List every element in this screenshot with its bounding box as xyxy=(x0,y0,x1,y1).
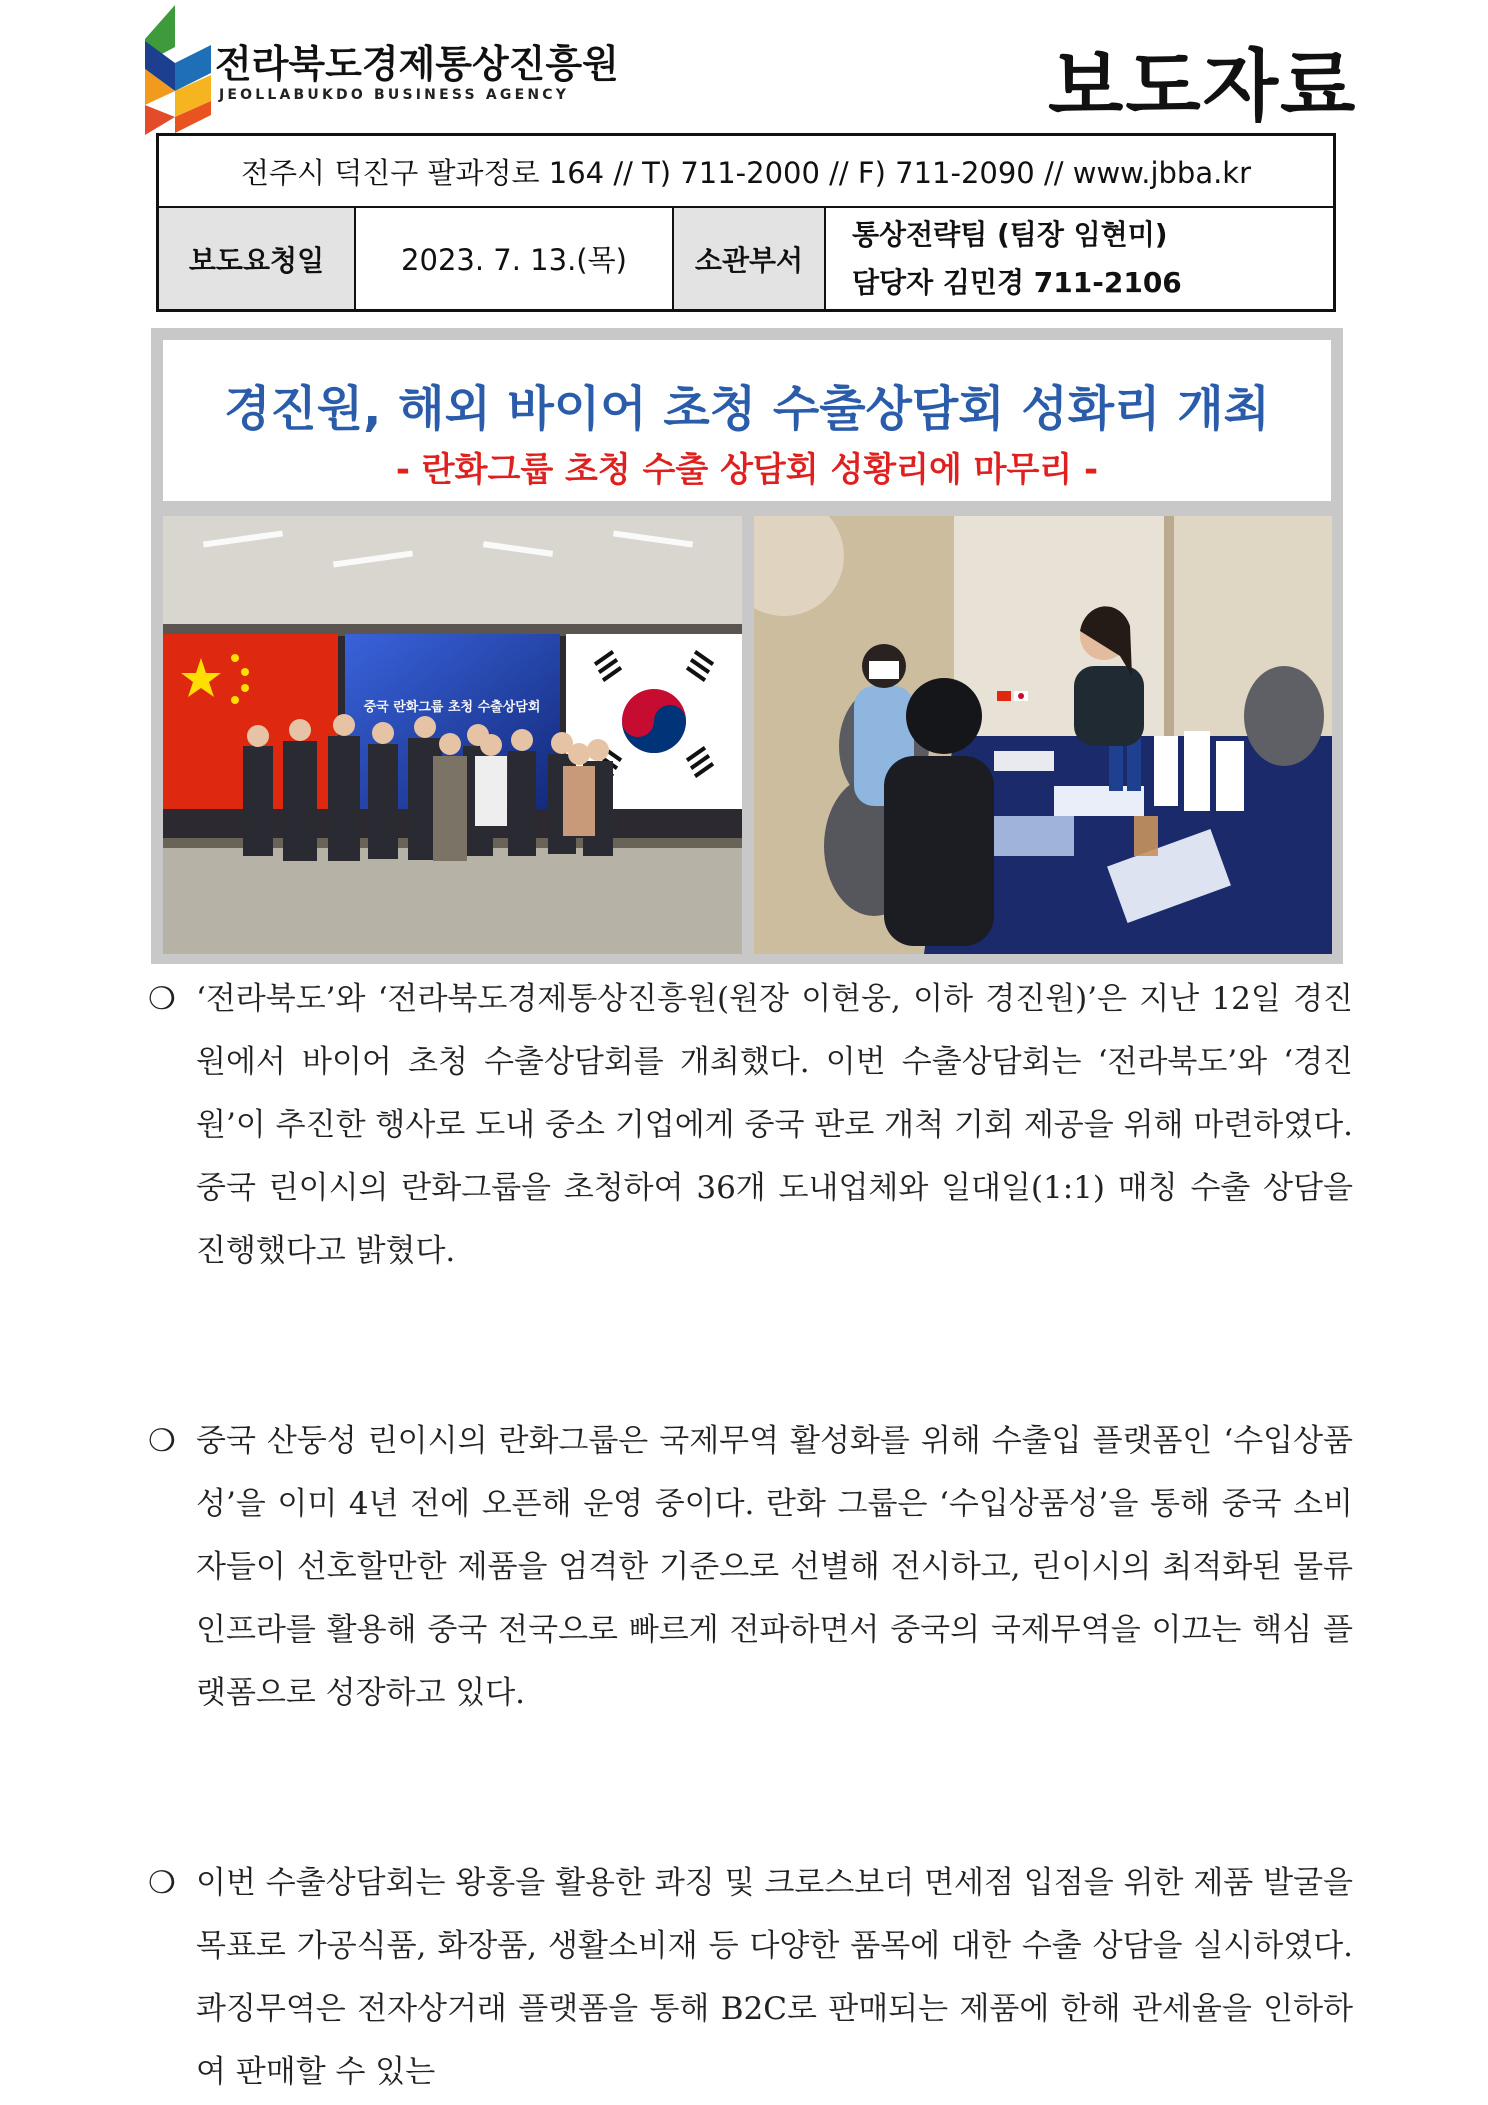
org-name: 전라북도경제통상진흥원 xyxy=(215,42,619,86)
body-paragraph-2 xyxy=(148,1410,1353,1725)
agency-logo xyxy=(143,5,619,135)
department-label: 소관부서 xyxy=(674,208,826,309)
department-info xyxy=(826,208,1333,309)
request-date: 2023. 7. 13.(목) xyxy=(356,208,674,309)
press-info-table xyxy=(156,133,1336,312)
headline-box xyxy=(163,340,1331,501)
document-type-title: 보도자료 xyxy=(1048,42,1358,132)
bullet-circle-icon: ❍ xyxy=(148,981,176,1017)
headline-title: 경진원, 해외 바이어 초청 수출상담회 성화리 개최 xyxy=(224,381,1270,437)
body-paragraph-1 xyxy=(148,968,1353,1283)
jbba-logo-icon xyxy=(143,5,213,135)
request-date-label: 보도요청일 xyxy=(159,208,356,309)
department-contact: 담당자 김민경 711-2106 xyxy=(852,265,1182,299)
consultation-photo xyxy=(754,516,1332,954)
stage-banner-text: 중국 란화그룹 초청 수출상담회 xyxy=(363,700,541,715)
org-name-english: JEOLLABUKDO BUSINESS AGENCY xyxy=(219,87,570,103)
headline-subtitle: - 란화그룹 초청 수출 상담회 성황리에 마무리 - xyxy=(395,450,1099,490)
headline-frame xyxy=(151,328,1343,964)
body-paragraph-3 xyxy=(148,1852,1353,2104)
paragraph-text: 중국 산둥성 린이시의 란화그룹은 국제무역 활성화를 위해 수출입 플랫폼인 ‘수입상품성’을 이미 4년 전에 오픈해 운영 중이다. 란화 그룹은 ‘수입상품성’을 통해 중국 소비자들이 선호할만한 제품을 엄격한 기준으로 선별해 전시하고, 린이시의 최적화된 물류 인프라를 활용해 중국 전국으로 빠르게 전파하면서 중국의 국제무역을 이끄는 핵심 플랫폼으로 성장하고 있다. xyxy=(196,1423,1353,1711)
group-photo xyxy=(163,516,742,954)
paragraph-text: 이번 수출상담회는 왕홍을 활용한 콰징 및 크로스보더 면세점 입점을 위한 제품 발굴을 목표로 가공식품, 화장품, 생활소비재 등 다양한 품목에 대한 수출 상담을 실시하였다. 콰징무역은 전자상거래 플랫폼을 통해 B2C로 판매되는 제품에 한해 관세율을 인하하여 판매할 수 있는 xyxy=(196,1865,1353,2090)
press-info-row xyxy=(159,208,1333,309)
department-team: 통상전략팀 (팀장 임현미) xyxy=(852,217,1168,251)
paragraph-text: ‘전라북도’와 ‘전라북도경제통상진흥원(원장 이현웅, 이하 경진원)’은 지난 12일 경진원에서 바이어 초청 수출상담회를 개최했다. 이번 수출상담회는 ‘전라북도’와 ‘경진원’이 추진한 행사로 도내 중소 기업에게 중국 판로 개척 기회 제공을 위해 마련하였다. 중국 린이시의 란화그룹을 초청하여 36개 도내업체와 일대일(1:1) 매칭 수출 상담을 진행했다고 밝혔다. xyxy=(196,981,1353,1269)
bullet-circle-icon: ❍ xyxy=(148,1423,176,1459)
bullet-circle-icon: ❍ xyxy=(148,1865,176,1901)
contact-line: 전주시 덕진구 팔과정로 164 // T) 711-2000 // F) 711-2090 // www.jbba.kr xyxy=(159,136,1333,208)
